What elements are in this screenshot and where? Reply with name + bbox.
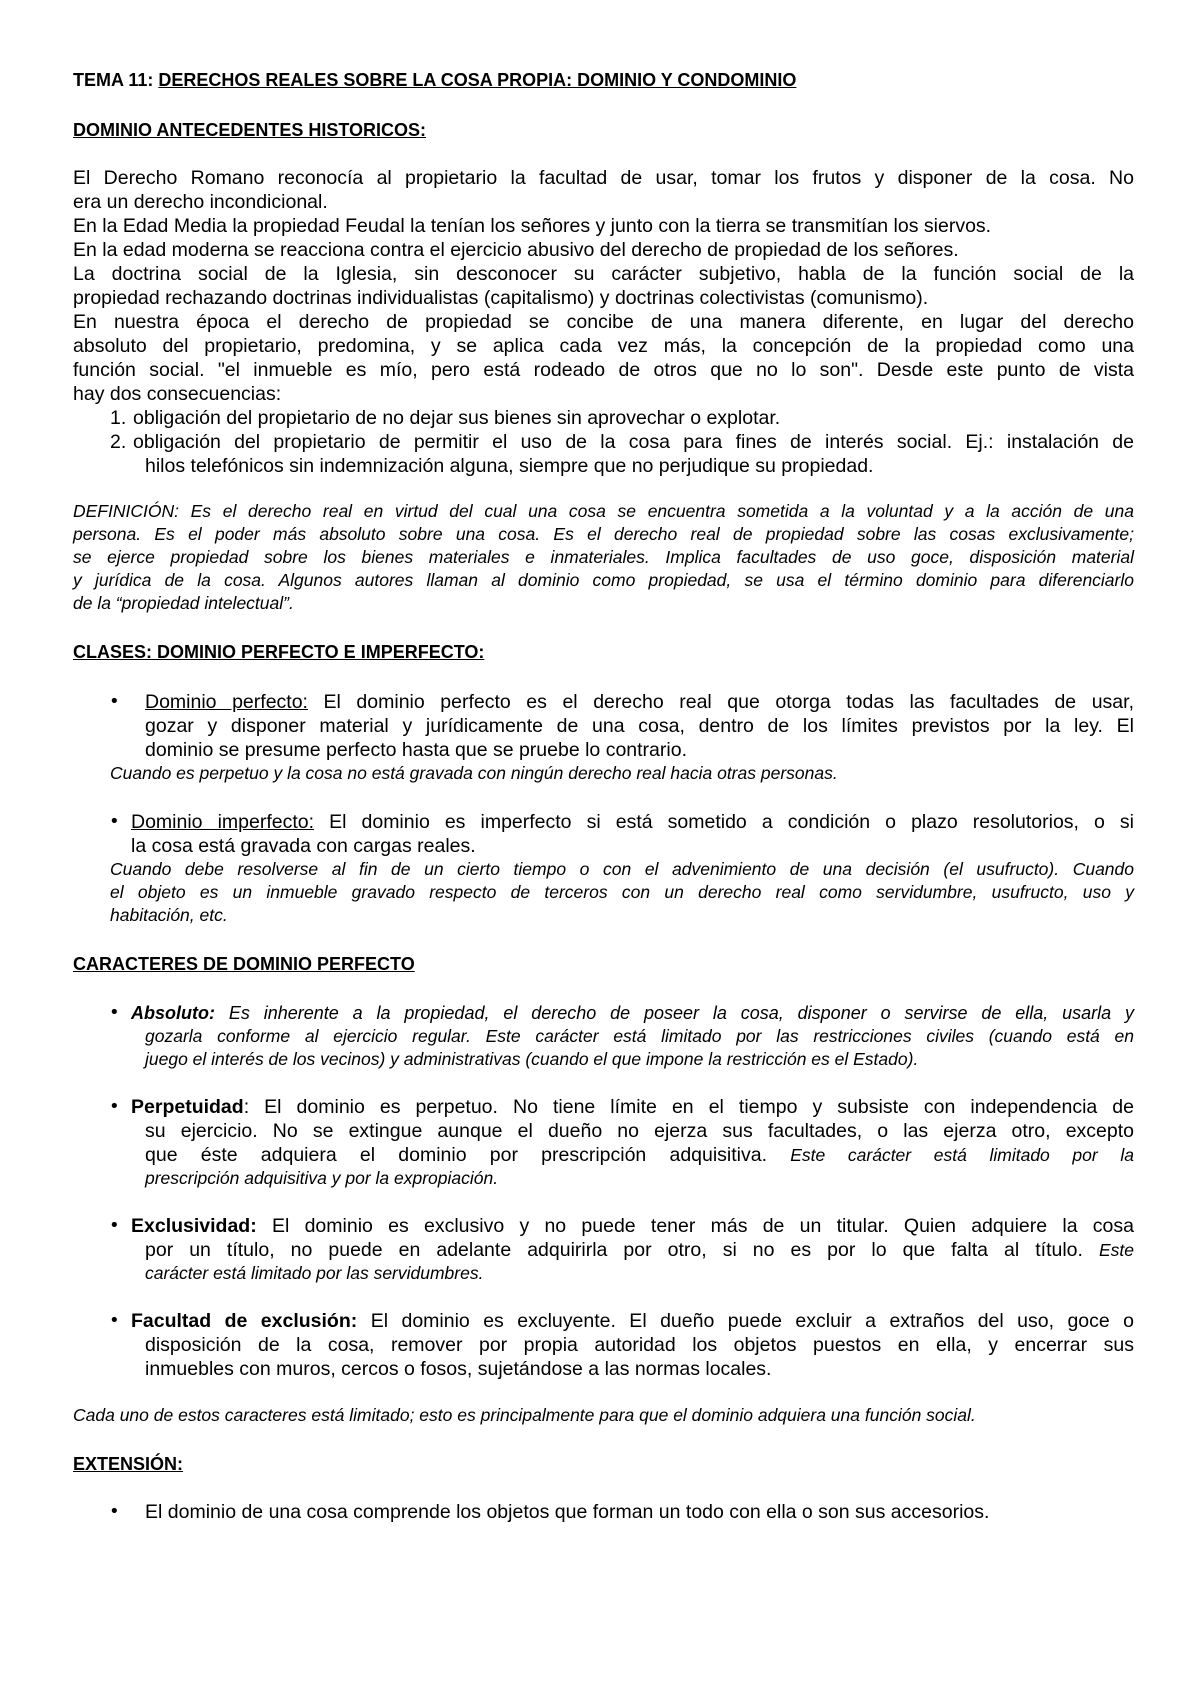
list-item-line: prescripción adquisitiva y por la expropiación.	[145, 1168, 499, 1188]
section-heading-caracteres: CARACTERES DE DOMINIO PERFECTO	[73, 954, 415, 974]
closing-note: Cada uno de estos caracteres está limitado; esto es principalmente para que el dominio adquiera una función social.	[73, 1405, 976, 1425]
bullet-icon: •	[109, 1501, 120, 1522]
paragraph-line: En la Edad Media la propiedad Feudal la tenían los señores y junto con la tierra se transmitían los siervos.	[73, 215, 992, 237]
paragraph-line: En la edad moderna se reacciona contra el ejercicio abusivo del derecho de propiedad de los señores.	[73, 239, 959, 261]
list-item-line: obligación del propietario de permitir el uso de la cosa para fines de interés social. Ej.: instalación de	[133, 431, 1134, 453]
bullet-icon: •	[109, 691, 120, 712]
bullet-icon: •	[109, 1096, 120, 1117]
paragraph-line: era un derecho incondicional.	[73, 191, 328, 213]
bullet-icon: •	[109, 811, 120, 832]
list-item-line: dominio se presume perfecto hasta que se pruebe lo contrario.	[145, 739, 687, 761]
list-number: 1.	[110, 407, 127, 429]
note-line: habitación, etc.	[110, 905, 228, 925]
bullet-icon: •	[109, 1002, 120, 1023]
section-heading-extension: EXTENSIÓN:	[73, 1454, 184, 1474]
definition-line: se ejerce propiedad sobre los bienes materiales e inmateriales. Implica facultades de uso goce, disposición material	[73, 547, 1134, 567]
list-item-line: Absoluto: Es inherente a la propiedad, el derecho de poseer la cosa, disponer o servirse de ella, usarla y	[131, 1003, 1134, 1023]
list-item-line: Dominio perfecto: El dominio perfecto es el derecho real que otorga todas las facultades de usar,	[145, 691, 1134, 713]
list-item-line: juego el interés de los vecinos) y administrativas (cuando el que impone la restricción es el Estado).	[145, 1049, 919, 1069]
term-facultad-exclusion: Facultad de exclusión:	[131, 1310, 358, 1332]
paragraph-line: hay dos consecuencias:	[73, 383, 282, 405]
list-item-line: gozar y disponer material y jurídicamente de una cosa, dentro de los límites previstos por la ley. El	[145, 715, 1134, 737]
list-item-line: gozarla conforme al ejercicio regular. Este carácter está limitado por las restricciones civiles (cuando está en	[145, 1026, 1134, 1046]
paragraph-line: absoluto del propietario, predomina, y se aplica cada vez más, la concepción de la propiedad como una	[73, 335, 1134, 357]
bullet-icon: •	[109, 1215, 120, 1236]
list-item-line: El dominio de una cosa comprende los objetos que forman un todo con ella o son sus accesorios.	[145, 1501, 990, 1523]
paragraph-line: En nuestra época el derecho de propiedad se concibe de una manera diferente, en lugar del derecho	[73, 311, 1134, 333]
paragraph-line: propiedad rechazando doctrinas individualistas (capitalismo) y doctrinas colectivistas (comunismo).	[73, 287, 929, 309]
term-exclusividad: Exclusividad:	[131, 1215, 257, 1237]
bullet-icon: •	[109, 1310, 120, 1331]
note-line: Cuando es perpetuo y la cosa no está gravada con ningún derecho real hacia otras personas.	[110, 763, 838, 783]
term-dominio-imperfecto: Dominio imperfecto:	[131, 811, 315, 833]
list-item-line: inmuebles con muros, cercos o fosos, sujetándose a las normas locales.	[145, 1358, 772, 1380]
list-item-line: disposición de la cosa, remover por propia autoridad los objetos puestos en ella, y encerrar sus	[145, 1334, 1134, 1356]
title-main: DERECHOS REALES SOBRE LA COSA PROPIA: DOMINIO Y CONDOMINIO	[158, 70, 797, 90]
list-item-line: Exclusividad: El dominio es exclusivo y no puede tener más de un titular. Quien adquiere la cosa	[131, 1215, 1134, 1237]
term-perpetuidad: Perpetuidad	[131, 1096, 244, 1118]
list-item-line: Facultad de exclusión: El dominio es excluyente. El dueño puede excluir a extraños del uso, goce o	[131, 1310, 1135, 1332]
list-item-line: obligación del propietario de no dejar sus bienes sin aprovechar o explotar.	[133, 407, 781, 429]
list-number: 2.	[110, 431, 127, 453]
paragraph-line: función social. "el inmueble es mío, pero está rodeado de otros que no lo son". Desde este punto de vista	[73, 359, 1134, 381]
title-prefix: TEMA 11:	[73, 70, 159, 90]
list-item-line: que éste adquiera el dominio por prescripción adquisitiva. Este carácter está limitado por la	[145, 1144, 1134, 1166]
list-item-line: Dominio imperfecto: El dominio es imperfecto si está sometido a condición o plazo resolutorios, o si	[131, 811, 1134, 833]
definition-line: DEFINICIÓN: Es el derecho real en virtud del cual una cosa se encuentra sometida a la voluntad y a la acción de una	[73, 501, 1134, 521]
paragraph-line: El Derecho Romano reconocía al propietario la facultad de usar, tomar los frutos y disponer de la cosa. No	[73, 167, 1134, 189]
list-item-line: por un título, no puede en adelante adquirirla por otro, si no es por lo que falta al título. Este	[145, 1239, 1134, 1261]
term-dominio-perfecto: Dominio perfecto:	[145, 691, 308, 713]
document-title	[73, 68, 796, 92]
definition-line: persona. Es el poder más absoluto sobre una cosa. Es el derecho real de propiedad sobre las cosas exclusivamente;	[73, 524, 1134, 544]
list-item-line: la cosa está gravada con cargas reales.	[131, 835, 476, 857]
definition-line: de la “propiedad intelectual”.	[73, 593, 294, 613]
section-heading-antecedentes: DOMINIO ANTECEDENTES HISTORICOS:	[73, 120, 427, 140]
section-heading-clases: CLASES: DOMINIO PERFECTO E IMPERFECTO:	[73, 642, 485, 662]
paragraph-line: La doctrina social de la Iglesia, sin desconocer su carácter subjetivo, habla de la función social de la	[73, 263, 1134, 285]
list-item-line: su ejercicio. No se extingue aunque el dueño no ejerza sus facultades, o las ejerza otro, excepto	[145, 1120, 1134, 1142]
list-item-line: carácter está limitado por las servidumbres.	[145, 1263, 484, 1283]
note-line: el objeto es un inmueble gravado respecto de terceros con un derecho real como servidumbre, usufructo, uso y	[110, 882, 1134, 902]
note-line: Cuando debe resolverse al fin de un cierto tiempo o con el advenimiento de una decisión (el usufructo). Cuando	[110, 859, 1134, 879]
term-absoluto: Absoluto:	[131, 1003, 215, 1023]
definition-line: y jurídica de la cosa. Algunos autores llaman al dominio como propiedad, se usa el término dominio para diferenciarlo	[73, 570, 1134, 590]
list-item-line: Perpetuidad: El dominio es perpetuo. No tiene límite en el tiempo y subsiste con independencia de	[131, 1096, 1134, 1118]
list-item-line: hilos telefónicos sin indemnización alguna, siempre que no perjudique su propiedad.	[145, 455, 874, 477]
